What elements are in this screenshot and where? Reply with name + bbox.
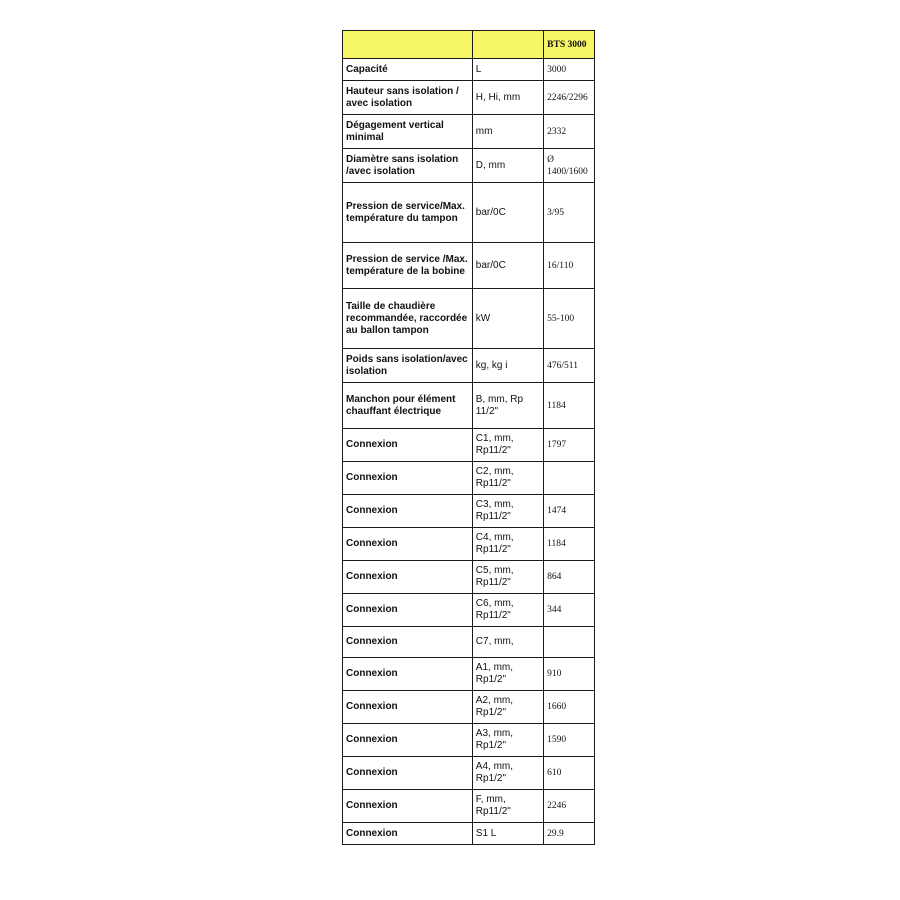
row-unit: A4, mm, Rp1/2"	[472, 757, 543, 790]
row-value: 2246	[544, 790, 595, 823]
row-value: 476/511	[544, 349, 595, 383]
row-value: 29.9	[544, 823, 595, 845]
row-value: 864	[544, 561, 595, 594]
row-label: Poids sans isolation/avec isolation	[343, 349, 473, 383]
row-value: 344	[544, 594, 595, 627]
row-label: Connexion	[343, 658, 473, 691]
row-unit: A1, mm, Rp1/2"	[472, 658, 543, 691]
row-unit: C6, mm, Rp11/2"	[472, 594, 543, 627]
row-label: Connexion	[343, 561, 473, 594]
row-unit: C5, mm, Rp11/2"	[472, 561, 543, 594]
header-cell-model: BTS 3000	[544, 31, 595, 59]
row-label: Connexion	[343, 823, 473, 845]
row-value: 1660	[544, 691, 595, 724]
row-unit: S1 L	[472, 823, 543, 845]
row-value: 610	[544, 757, 595, 790]
row-value: 1184	[544, 383, 595, 429]
table-row	[343, 383, 595, 429]
row-value: 1797	[544, 429, 595, 462]
row-unit: C4, mm, Rp11/2"	[472, 528, 543, 561]
table-row	[343, 594, 595, 627]
table-row	[343, 243, 595, 289]
row-unit: L	[472, 59, 543, 81]
table-row	[343, 495, 595, 528]
table-row	[343, 691, 595, 724]
table-row	[343, 462, 595, 495]
row-label: Taille de chaudière recommandée, raccordée au ballon tampon	[343, 289, 473, 349]
table-row	[343, 349, 595, 383]
row-value: 1184	[544, 528, 595, 561]
row-unit: D, mm	[472, 149, 543, 183]
row-unit: mm	[472, 115, 543, 149]
row-label: Connexion	[343, 495, 473, 528]
spec-table	[342, 30, 595, 845]
row-label: Connexion	[343, 429, 473, 462]
row-value: Ø 1400/1600	[544, 149, 595, 183]
row-unit: H, Hi, mm	[472, 81, 543, 115]
row-label: Diamètre sans isolation /avec isolation	[343, 149, 473, 183]
table-row	[343, 183, 595, 243]
row-label: Capacité	[343, 59, 473, 81]
row-value	[544, 627, 595, 658]
header-cell-unit	[472, 31, 543, 59]
row-unit: A3, mm, Rp1/2"	[472, 724, 543, 757]
row-label: Connexion	[343, 790, 473, 823]
row-label: Connexion	[343, 691, 473, 724]
row-value: 2246/2296	[544, 81, 595, 115]
row-value: 3000	[544, 59, 595, 81]
table-row	[343, 823, 595, 845]
table-row	[343, 59, 595, 81]
table-row	[343, 658, 595, 691]
row-label: Manchon pour élément chauffant électrique	[343, 383, 473, 429]
row-unit: F, mm, Rp11/2"	[472, 790, 543, 823]
table-row	[343, 627, 595, 658]
header-row	[343, 31, 595, 59]
row-value: 16/110	[544, 243, 595, 289]
row-label: Dégagement vertical minimal	[343, 115, 473, 149]
row-label: Hauteur sans isolation / avec isolation	[343, 81, 473, 115]
row-value: 3/95	[544, 183, 595, 243]
row-value: 2332	[544, 115, 595, 149]
table-row	[343, 289, 595, 349]
row-unit: C2, mm, Rp11/2"	[472, 462, 543, 495]
table-row	[343, 429, 595, 462]
table-row	[343, 790, 595, 823]
table-row	[343, 757, 595, 790]
row-label: Connexion	[343, 724, 473, 757]
row-unit: C3, mm, Rp11/2"	[472, 495, 543, 528]
table-row	[343, 528, 595, 561]
table-row	[343, 724, 595, 757]
table-row	[343, 81, 595, 115]
row-unit: kW	[472, 289, 543, 349]
row-unit: C7, mm,	[472, 627, 543, 658]
row-label: Connexion	[343, 462, 473, 495]
header-cell-label	[343, 31, 473, 59]
row-value: 910	[544, 658, 595, 691]
row-label: Connexion	[343, 627, 473, 658]
row-label: Pression de service/Max. température du tampon	[343, 183, 473, 243]
table-row	[343, 149, 595, 183]
row-label: Connexion	[343, 528, 473, 561]
row-value	[544, 462, 595, 495]
row-value: 55-100	[544, 289, 595, 349]
table-row	[343, 561, 595, 594]
row-label: Pression de service /Max. température de la bobine	[343, 243, 473, 289]
row-value: 1590	[544, 724, 595, 757]
row-unit: A2, mm, Rp1/2"	[472, 691, 543, 724]
row-unit: bar/0C	[472, 243, 543, 289]
row-value: 1474	[544, 495, 595, 528]
table-row	[343, 115, 595, 149]
row-label: Connexion	[343, 757, 473, 790]
row-unit: bar/0C	[472, 183, 543, 243]
row-unit: C1, mm, Rp11/2"	[472, 429, 543, 462]
row-label: Connexion	[343, 594, 473, 627]
row-unit: B, mm, Rp 11/2"	[472, 383, 543, 429]
row-unit: kg, kg i	[472, 349, 543, 383]
